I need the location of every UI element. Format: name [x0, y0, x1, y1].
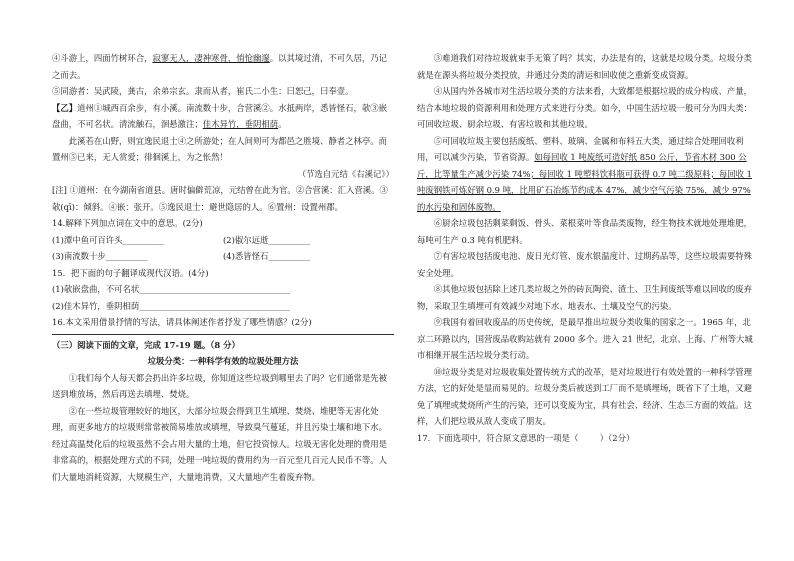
question-17: 17．下面选项中，符合原文意思的一项是（ ）（2分）	[417, 432, 635, 443]
left-column	[52, 50, 394, 485]
q14-item-4[interactable]: (4)悉皆怪石__________	[223, 251, 311, 261]
question-15: 15．把下面的句子翻译成现代汉语。(4分)	[52, 267, 209, 278]
article-paragraph-10: ⑩垃圾分类是对垃圾收集处置传统方式的改革，是对垃圾进行有效处置的一种科学管理方法，它的好处是显而易见的。垃圾分类后被送到工厂而不是填埋场，既省下了土地，又避免了填埋或焚烧所产生的污染，还可以变废为宝，具有社会、经济、生态三方面的效益。这样，人们把垃圾从敌人变成了朋友。	[417, 366, 753, 426]
q15-item-1[interactable]: (1)欹嵌盘曲，不可名状____________________________________	[52, 284, 290, 294]
passage-yi-paragraph-1: 【乙】道州①城西百余步，有小溪。南流数十步，合营溪②。水抵两岸，悉皆怪石，欹③嵌盘曲，不可名状。清流触石，洄悬激注；佳木异竹，垂阴相荫。	[52, 102, 387, 129]
article-paragraph-4: ④从国内外各城市对生活垃圾分类的方法来看，大致都是根据垃圾的成分构成、产量，结合本地垃圾的资源利用和处理方式来进行分类。如今，中国生活垃圾一般可分为四大类：可回收垃圾、厨余垃圾、有害垃圾和其他垃圾。	[417, 86, 753, 129]
question-14-row-1	[52, 232, 394, 249]
article-paragraph-7: ⑦有害垃圾包括废电池、废日光灯管、废水银温度计、过期药品等，这些垃圾需要特殊安全处理。	[417, 251, 753, 278]
underlined-data-sentence: 如每回收 1 吨废纸可造好纸 850 公斤，节省木材 300 公斤，比等量生产减少污染 74%；每回收 1 吨塑料饮料瓶可获得 0.7 吨二级原料；每回收 1 吨废钢铁可炼好钢 0.9 吨，比用矿石冶炼节约成本 47%，减少空气污染 75%，减少 97%的水污染和固体废物。	[417, 152, 752, 212]
passage-paragraph-5: ⑤同游者：吴武陵，龚古，余弟宗玄。隶而从者，崔氏二小生：曰恕己，曰奉壹。	[52, 86, 354, 96]
yi-label: 【乙】	[52, 102, 78, 113]
q14-item-3[interactable]: (3)南流数十步__________	[52, 251, 148, 261]
question-14: 14.解释下列加点词在文中的意思。(2分)	[52, 218, 203, 228]
article-paragraph-8: ⑧其他垃圾包括除上述几类垃圾之外的砖瓦陶瓷、渣土、卫生间废纸等难以回收的废弃物，采取卫生填埋可有效减少对地下水、地表水、土壤及空气的污染。	[417, 284, 753, 311]
article-paragraph-3: ③难道我们对待垃圾就束手无策了吗？其实，办法是有的，这就是垃圾分类。垃圾分类就是在源头将垃圾分类投放，并通过分类的清运和回收使之重新变成资源。	[417, 53, 753, 80]
q14-item-2[interactable]: (2)俶尔远逝__________	[223, 234, 311, 245]
article-paragraph-2: ②在一些垃圾管理较好的地区，大部分垃圾会得到卫生填埋、焚烧、堆肥等无害化处理，而更多地方的垃圾则常常被简易堆放或填埋，导致臭气蔓延，并且污染土壤和地下水。经过高温焚化后的垃圾虽然不会占用大量的土地，但它投资惊人。垃圾无害化处理的费用是非常高的，根据处理方式的不同，处理一吨垃圾的费用约为一百元至几百元人民币不等。人们大量地消耗资源，大规模生产，大量地消费，又大量地产生着废弃物。	[52, 405, 387, 482]
answer-line[interactable]	[52, 334, 394, 335]
q17-answer-blank[interactable]	[578, 433, 599, 443]
passage-yi-paragraph-2: 此溪若在山野，则宜逸民退士④之所游处；在人间则可为都邑之胜境、静者之林亭。而置州⑤已来，无人赏爱；徘徊溪上，为之怅然！	[52, 135, 388, 162]
question-16: 16.本文采用借景抒情的写法，请具体阐述作者抒发了哪些情感？(2分)	[52, 317, 312, 327]
article-paragraph-9: ⑨我国有着回收废品的历史传统，是最早推出垃圾分类收集的国家之一。1965 年，北京二环路以内，国营废品收购站就有 2000 多个。进入 21 世纪，北京、上海、广州等大城市相继开展生活垃圾分类行动。	[417, 317, 753, 360]
underlined-sentence: 寂寥无人，凄神寒骨，悄怆幽邃	[152, 53, 270, 63]
article-paragraph-1: ①我们每个人每天都会扔出许多垃圾，你知道这些垃圾到哪里去了吗？它们通常是先被送到堆放场，然后再送去填埋、焚烧。	[52, 372, 388, 399]
article-title: 垃圾分类：一种科学有效的垃圾处理方法	[147, 356, 299, 366]
annotation-notes: [注] ①道州：在今湖南省道县。唐时偏僻荒凉，元结曾在此为官。②合营溪：汇入营溪。③欹(qī)：倾斜。④嵌：张开。⑤逸民退士：避世隐居的人。⑥置州：设置州郡。	[52, 185, 388, 212]
passage-paragraph-4: ④斗游上，四面竹树环合，寂寥无人，凄神寒骨，悄怆幽邃。以其境过清，不可久居，乃记之而去。	[52, 53, 387, 80]
q14-item-1[interactable]: (1)潭中鱼可百许头__________	[52, 234, 165, 245]
question-14-row-2	[52, 248, 394, 265]
right-column	[417, 50, 757, 446]
article-paragraph-5: ⑤可回收垃圾主要包括废纸、塑料、玻璃、金属和布料五大类，通过综合处理回收利用，可以减少污染，节省资源。如每回收 1 吨废纸可造好纸 850 公斤，节省木材 300 公斤，比等量生产减少污染 74%；每回收 1 吨塑料饮料瓶可获得 0.7 吨二级原料；每回收 1 吨废钢铁可炼好钢 0.9 吨，比用矿石冶炼节约成本 47%，减少空气污染 75%，减少 97%的水污染和固体废物。	[417, 135, 752, 212]
underlined-sentence-yi: 佳木异竹，垂阴相荫	[202, 119, 279, 129]
article-paragraph-6: ⑥厨余垃圾包括剩菜剩饭、骨头、菜根菜叶等食品类废物，经生物技术就地处理堆肥，每吨可生产 0.3 吨有机肥料。	[417, 218, 753, 245]
section-3-heading: （三）阅读下面的文章，完成 17-19 题。（8 分）	[52, 339, 240, 350]
yi-source: （节选自元结《右溪记》）	[297, 168, 394, 179]
q15-item-2[interactable]: (2)佳木异竹，垂阴相荫____________________________________	[52, 300, 290, 311]
